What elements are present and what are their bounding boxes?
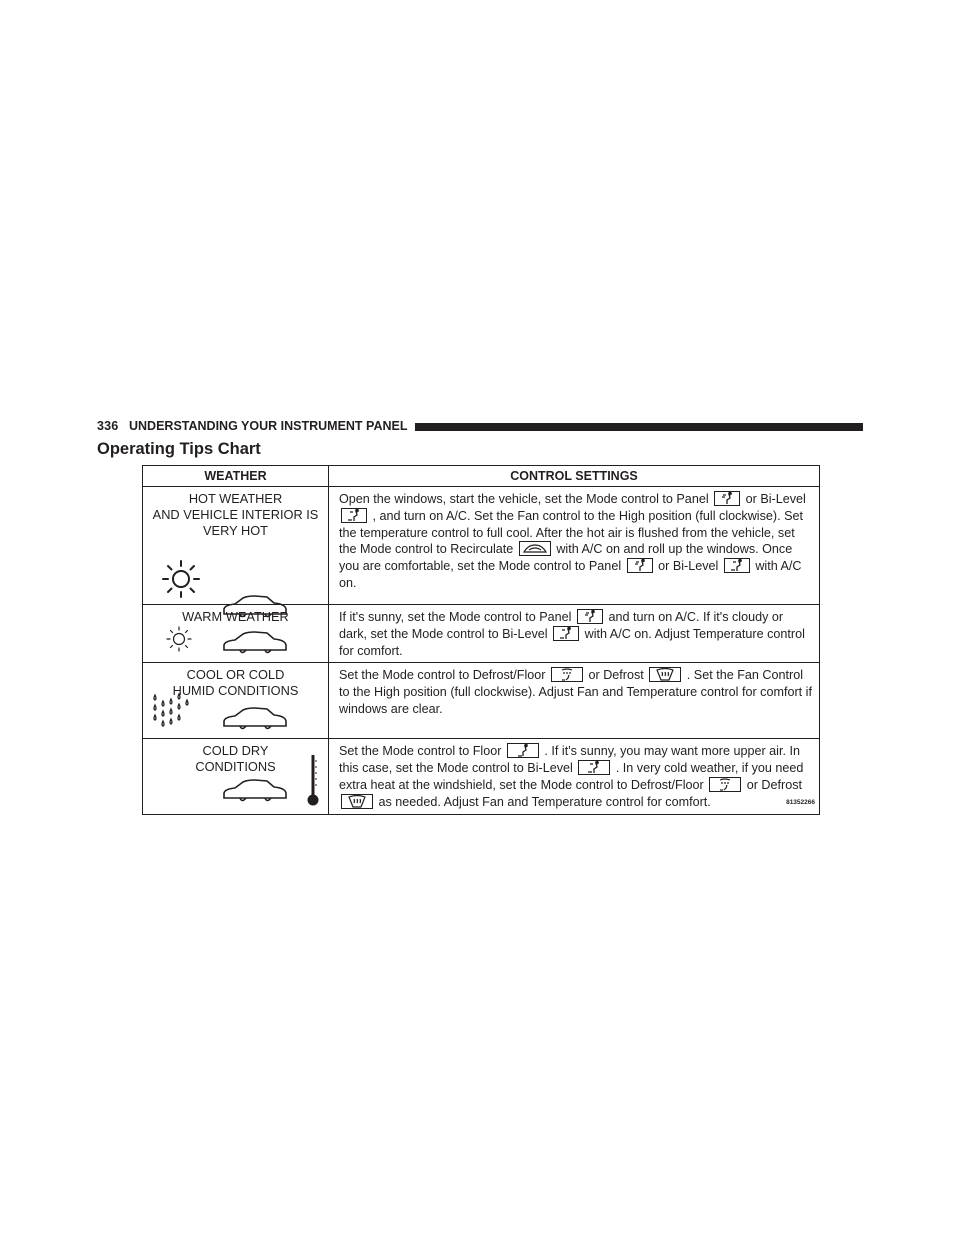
weather-label: WARM WEATHER xyxy=(182,609,289,624)
car-icon xyxy=(221,775,289,810)
raindrops-icon xyxy=(151,691,191,736)
control-settings-cell: If it's sunny, set the Mode control to Panel and turn on A/C. If it's cloudy or dark, set the Mode control to Bi-Level with A/C on. Adjust Temperature control for comfort. xyxy=(329,605,820,663)
panel-mode-icon xyxy=(577,609,603,624)
section-title: Operating Tips Chart xyxy=(97,440,261,458)
control-settings-cell: Set the Mode control to Defrost/Floor or Defrost . Set the Fan Control to the High position (full clockwise). Adjust Fan and Temperature control for comfort if windows are clear. xyxy=(329,663,820,739)
bi-level-mode-icon xyxy=(341,508,367,523)
control-settings-cell: Open the windows, start the vehicle, set the Mode control to Panel or Bi-Level , and turn on A/C. Set the Fan control to the High position (full clockwise). Set the temperature control to full cool. After the hot air is flushed from the vehicle, set the Mode control to Recirculate with A/C on and roll up the windows. Once you are comfortable, set the Mode control to Panel or Bi-Level with A/C on. xyxy=(329,487,820,605)
table-row xyxy=(143,487,820,605)
column-header-control-settings: CONTROL SETTINGS xyxy=(329,466,820,487)
sun-icon xyxy=(161,559,201,604)
car-icon xyxy=(221,627,289,662)
bi-level-mode-icon xyxy=(553,626,579,641)
recirculate-icon xyxy=(519,541,551,556)
weather-cell xyxy=(143,487,329,605)
sun-icon xyxy=(165,625,193,658)
table-header-row xyxy=(143,466,820,487)
weather-label: COLD DRY CONDITIONS xyxy=(195,743,276,775)
running-section-title: UNDERSTANDING YOUR INSTRUMENT PANEL xyxy=(129,419,408,433)
defrost-floor-mode-icon xyxy=(709,777,741,792)
weather-cell xyxy=(143,663,329,739)
table-row xyxy=(143,663,820,739)
weather-label: HOT WEATHER AND VEHICLE INTERIOR IS VERY HOT xyxy=(152,491,319,538)
operating-tips-table xyxy=(142,465,820,815)
table-row xyxy=(143,739,820,814)
panel-mode-icon xyxy=(627,558,653,573)
bi-level-mode-icon xyxy=(724,558,750,573)
header-rule xyxy=(415,423,863,431)
bi-level-mode-icon xyxy=(578,760,610,775)
defrost-mode-icon xyxy=(341,794,373,809)
page-header xyxy=(97,418,863,436)
column-header-weather: WEATHER xyxy=(143,466,329,487)
weather-label: COOL OR COLD HUMID CONDITIONS xyxy=(172,667,299,699)
car-icon xyxy=(221,703,289,738)
defrost-mode-icon xyxy=(649,667,681,682)
figure-number: 81352266 xyxy=(786,798,815,806)
thermometer-icon xyxy=(306,753,320,812)
defrost-floor-mode-icon xyxy=(551,667,583,682)
panel-mode-icon xyxy=(714,491,740,506)
weather-cell xyxy=(143,605,329,663)
weather-cell xyxy=(143,739,329,814)
table-row xyxy=(143,605,820,663)
page-number: 336 xyxy=(97,419,119,433)
control-settings-cell: Set the Mode control to Floor . If it's sunny, you may want more upper air. In this case, set the Mode control to Bi-Level . In very cold weather, if you need extra heat at the windshield, set the Mode control to Defrost/Floor or Defrost as needed. Adjust Fan and Temperature control for comfort. 81352266 xyxy=(329,739,820,814)
floor-mode-icon xyxy=(507,743,539,758)
